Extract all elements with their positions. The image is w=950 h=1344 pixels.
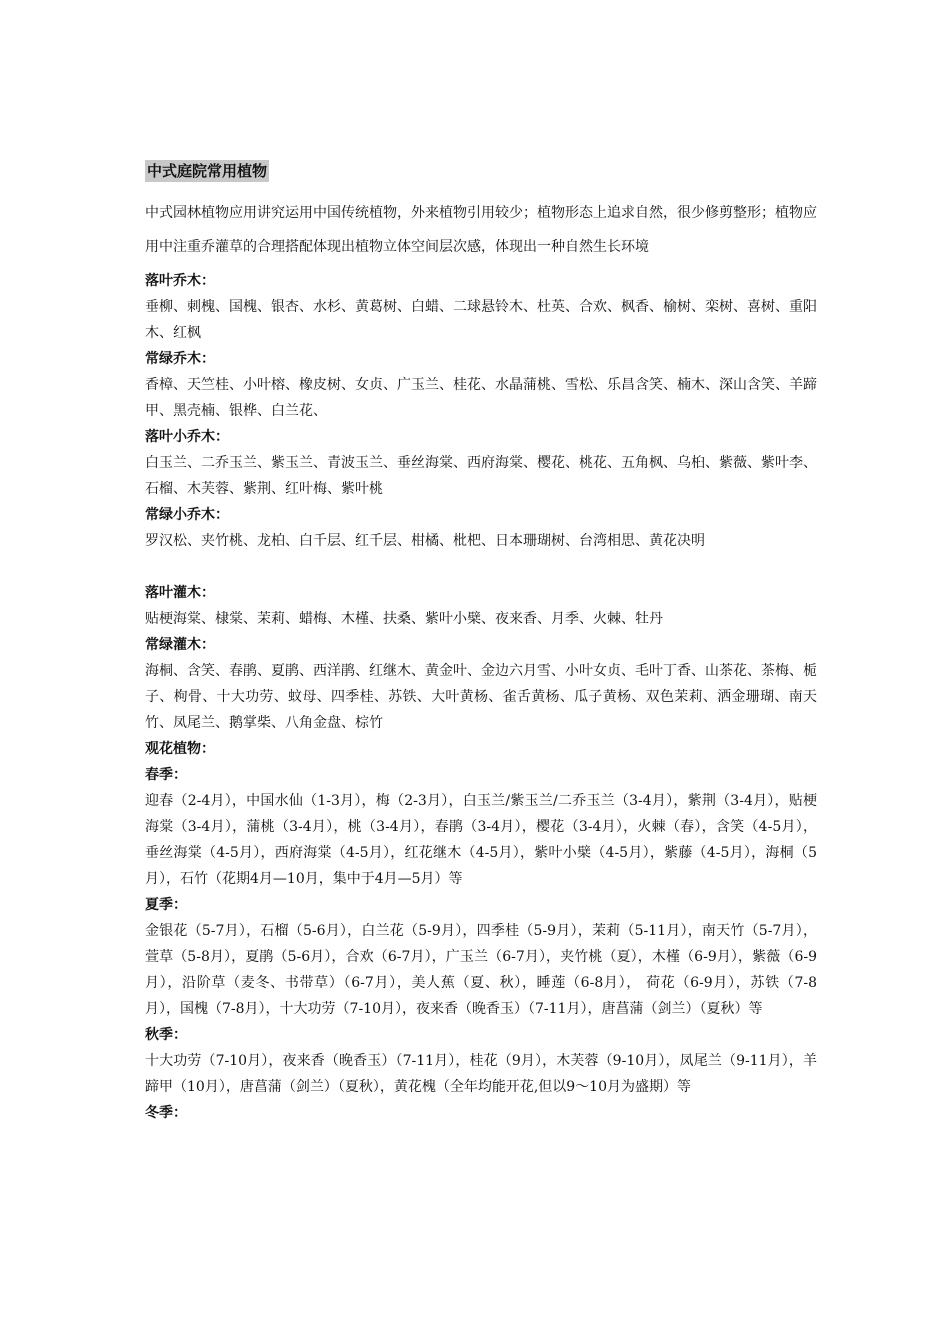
heading-summer: 夏季： bbox=[145, 897, 187, 913]
heading-evergreen-trees: 常绿乔木： bbox=[145, 351, 215, 367]
heading-evergreen-shrubs: 常绿灌木： bbox=[145, 637, 215, 653]
heading-spring: 春季： bbox=[145, 767, 187, 783]
text-deciduous-small-trees: 白玉兰、二乔玉兰、紫玉兰、青波玉兰、垂丝海棠、西府海棠、樱花、桃花、五角枫、乌桕、紫薇、紫叶李、石榴、木芙蓉、紫荆、红叶梅、紫叶桃 bbox=[145, 455, 817, 497]
heading-deciduous-trees: 落叶乔木： bbox=[145, 273, 215, 289]
heading-evergreen-small-trees: 常绿小乔木： bbox=[145, 507, 229, 523]
heading-autumn: 秋季： bbox=[145, 1027, 187, 1043]
text-summer: 金银花（5-7月），石榴（5-6月），白兰花（5-9月），四季桂（5-9月），茉莉（5-11月），南天竹（5-7月），萱草（5-8月），夏鹃（5-6月），合欢（6-7月），广玉兰（6-7月），夹竹桃（夏），木槿（6-9月），紫薇（6-9月），沿阶草（麦冬、书带草）（6-7月），美人蕉（夏、秋），睡莲（6-8月）， 荷花（6-9月），苏铁（7-8月），国槐（7-8月），十大功劳（7-10月），夜来香（晚香玉）（7-11月），唐菖蒲（剑兰）（夏秋）等 bbox=[145, 923, 817, 1017]
heading-flowering-plants: 观花植物： bbox=[145, 741, 215, 757]
text-deciduous-trees: 垂柳、刺槐、国槐、银杏、水杉、黄葛树、白蜡、二球悬铃木、杜英、合欢、枫香、榆树、栾树、喜树、重阳木、红枫 bbox=[145, 299, 817, 341]
intro-paragraph: 中式园林植物应用讲究运用中国传统植物，外来植物引用较少；植物形态上追求自然，很少修剪整形；植物应用中注重乔灌草的合理搭配体现出植物立体空间层次感，体现出一种自然生长环境 bbox=[145, 205, 817, 255]
text-autumn: 十大功劳（7-10月），夜来香（晚香玉）（7-11月），桂花（9月），木芙蓉（9-10月），凤尾兰（9-11月），羊蹄甲（10月），唐菖蒲（剑兰）（夏秋），黄花槐（全年均能开花,但以9～10月为盛期）等 bbox=[145, 1053, 817, 1095]
text-deciduous-shrubs: 贴梗海棠、棣棠、茉莉、蜡梅、木槿、扶桑、紫叶小檗、夜来香、月季、火棘、牡丹 bbox=[145, 611, 663, 627]
document-page bbox=[145, 160, 817, 1126]
text-spring: 迎春（2-4月），中国水仙（1-3月），梅（2-3月），白玉兰/紫玉兰/二乔玉兰（3-4月），紫荆（3-4月），贴梗海棠（3-4月），蒲桃（3-4月），桃（3-4月），春鹃（3-4月），樱花（3-4月），火棘（春），含笑（4-5月），垂丝海棠（4-5月），西府海棠（4-5月），红花继木（4-5月），紫叶小檗（4-5月），紫藤（4-5月），海桐（5月），石竹（花期4月—10月，集中于4月—5月）等 bbox=[145, 793, 817, 887]
spacer bbox=[145, 554, 817, 580]
heading-deciduous-shrubs: 落叶灌木： bbox=[145, 585, 215, 601]
text-evergreen-small-trees: 罗汉松、夹竹桃、龙柏、白千层、红千层、柑橘、枇杷、日本珊瑚树、台湾相思、黄花决明 bbox=[145, 533, 705, 549]
heading-deciduous-small-trees: 落叶小乔木： bbox=[145, 429, 229, 445]
text-evergreen-trees: 香樟、天竺桂、小叶榕、橡皮树、女贞、广玉兰、桂花、水晶蒲桃、雪松、乐昌含笑、楠木、深山含笑、羊蹄甲、黑壳楠、银桦、白兰花、 bbox=[145, 377, 817, 419]
text-evergreen-shrubs: 海桐、含笑、春鹃、夏鹃、西洋鹃、红继木、黄金叶、金边六月雪、小叶女贞、毛叶丁香、山茶花、茶梅、栀子、枸骨、十大功劳、蚊母、四季桂、苏铁、大叶黄杨、雀舌黄杨、瓜子黄杨、双色茉莉、洒金珊瑚、南天竹、凤尾兰、鹅掌柴、八角金盘、棕竹 bbox=[145, 663, 817, 731]
document-title: 中式庭院常用植物 bbox=[147, 162, 268, 180]
heading-winter: 冬季： bbox=[145, 1105, 187, 1121]
